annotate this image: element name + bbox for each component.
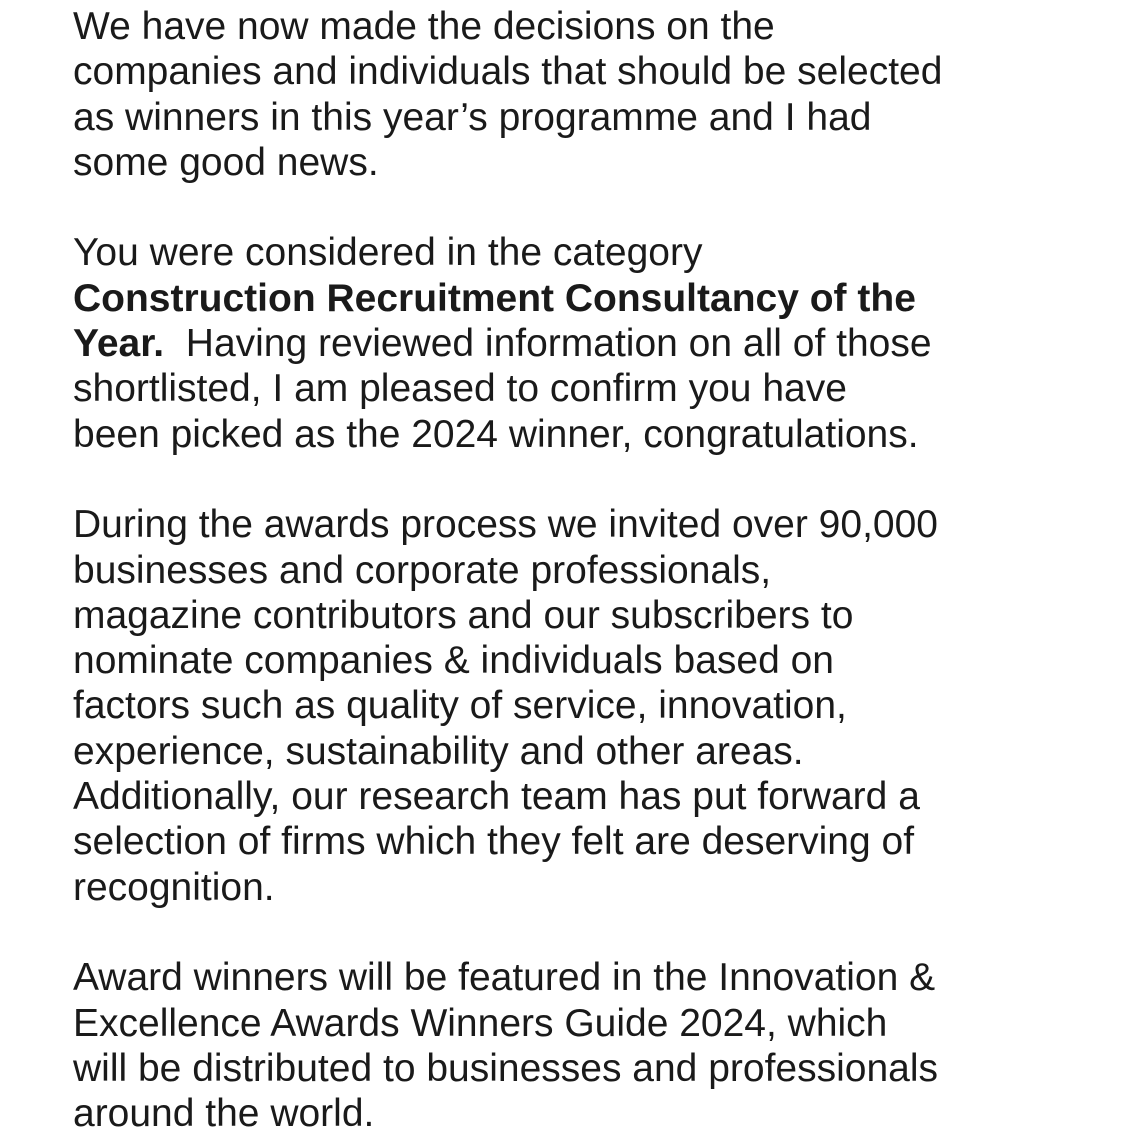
text-line: been picked as the 2024 winner, congratulations. (73, 412, 919, 456)
text-line: factors such as quality of service, innovation, (73, 684, 847, 728)
text-line: You were considered in the category (73, 231, 703, 275)
text-line: recognition. (73, 865, 275, 909)
text-line: nominate companies & individuals based on (73, 639, 834, 683)
text-fragment: Having reviewed information on all of those (164, 322, 932, 366)
text-line: experience, sustainability and other areas. (73, 729, 804, 773)
text-line: around the world. (73, 1092, 375, 1136)
letter-body (73, 4, 1103, 1136)
text-line: During the awards process we invited over 90,000 (73, 503, 938, 547)
text-line: Award winners will be featured in the Innovation & (73, 956, 936, 1000)
text-line: magazine contributors and our subscribers to (73, 593, 854, 637)
paragraph-category (73, 230, 1103, 456)
text-line: shortlisted, I am pleased to confirm you have (73, 367, 847, 411)
text-line: some good news. (73, 140, 379, 184)
text-line: Excellence Awards Winners Guide 2024, which (73, 1001, 888, 1045)
text-line: Additionally, our research team has put forward a (73, 775, 920, 819)
category-name-end: Year. (73, 322, 165, 366)
paragraph-decisions (73, 4, 1103, 185)
text-line: selection of firms which they felt are deserving of (73, 820, 915, 864)
text-line: businesses and corporate professionals, (73, 548, 772, 592)
text-line: We have now made the decisions on the (73, 5, 775, 48)
text-line: as winners in this year’s programme and I had (73, 95, 872, 139)
paragraph-winners-guide (73, 955, 1103, 1136)
text-line: companies and individuals that should be selected (73, 50, 943, 94)
category-name-line: Construction Recruitment Consultancy of the (73, 276, 916, 320)
text-line (73, 321, 1103, 366)
paragraph-process (73, 502, 1103, 910)
text-line: will be distributed to businesses and professionals (73, 1046, 938, 1090)
